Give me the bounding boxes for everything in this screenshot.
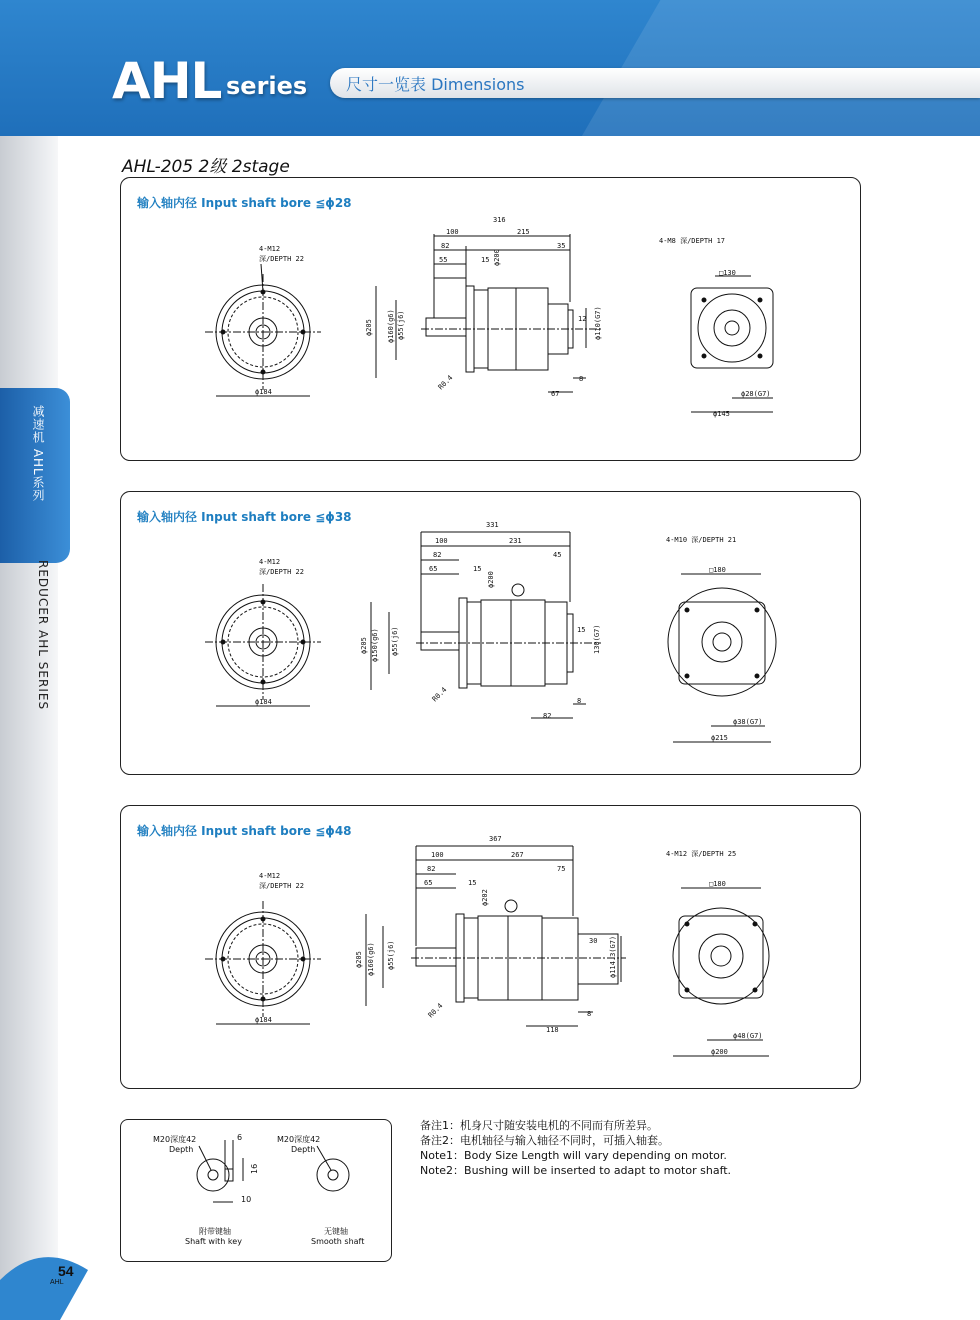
side-d35: 75 [557,865,566,873]
drawing-1 [121,178,862,462]
keyed-cn-label: 附带键轴 [199,1227,231,1236]
side-d82: 82 [441,242,450,250]
key-dim-10: 10 [241,1195,252,1204]
side-d55s: ϕ55(j6) [387,940,395,970]
front-dia: ϕ184 [255,388,272,396]
side-d8: 8 [579,375,584,383]
section-title: 尺寸一览表 Dimensions [346,75,525,94]
side-d200: ϕ202 [481,889,489,906]
side-d35: 35 [557,242,566,250]
side-d8: 8 [577,697,582,705]
shaft-type-panel [120,1119,392,1262]
side-d55: 65 [424,879,433,887]
side-overall: 331 [486,521,499,529]
rear-bore: ϕ48(G7) [733,1032,763,1040]
side-d200: ϕ200 [493,249,501,266]
side-d110: ϕ110(G7) [594,306,602,340]
smooth-top-label: M20深度42 [277,1135,321,1144]
side-d55s: ϕ55(j6) [397,310,405,340]
side-d160: ϕ160(g6) [367,942,375,976]
side-d82: 82 [433,551,442,559]
bore-label: 输入轴内径 Input shaft bore ≦ϕ38 [137,510,352,524]
brand-series: series [226,72,308,100]
side-d205: ϕ205 [355,951,363,968]
dimension-panel-1 [120,177,861,461]
sidebar-en-label: REDUCER AHL SERIES [36,560,50,711]
section-bar [330,68,980,98]
side-d100: 100 [435,537,448,545]
side-d55: 65 [429,565,438,573]
rear-thread: 4-M10 深/DEPTH 21 [666,536,737,544]
side-d67: 118 [546,1026,559,1034]
rear-bore: ϕ28(G7) [741,390,771,398]
side-d160: ϕ160(g6) [387,309,395,343]
drawing-2 [121,492,862,776]
dimension-panel-3 [120,805,861,1089]
notes [420,1118,731,1178]
drawing-3 [121,806,862,1090]
side-r: R0.4 [426,1001,445,1020]
note-line: Note2：Bushing will be inserted to adapt to motor shaft. [420,1164,732,1177]
page-number-badge [0,1250,90,1320]
key-dim-6: 6 [237,1133,243,1142]
side-d160: ϕ150(g6) [371,628,379,662]
side-d15: 15 [473,565,482,573]
page-label: AHL [50,1279,64,1286]
smooth-depth-label: Depth [291,1145,316,1154]
side-r: R0.4 [436,373,455,392]
side-r: R0.4 [430,685,449,704]
side-d15: 15 [468,879,477,887]
side-d15: 15 [481,256,490,264]
side-overall: 367 [489,835,502,843]
note-line: Note1：Body Size Length will vary depending on motor. [420,1149,727,1162]
side-d8: 8 [587,1010,592,1018]
rear-thread: 4-M8 深/DEPTH 17 [659,237,726,245]
front-thread: 4-M12 [259,245,281,253]
side-d215: 267 [511,851,524,859]
front-thread: 4-M12 [259,872,281,880]
side-d100: 100 [446,228,459,236]
side-d200: ϕ200 [487,571,495,588]
keyed-en-label: Shaft with key [185,1237,242,1246]
side-d35: 45 [553,551,562,559]
keyed-top-label: M20深度42 [153,1135,197,1144]
side-d67: 67 [551,390,560,398]
page-header [0,0,980,136]
front-dia: ϕ184 [255,1016,272,1024]
side-d55: 55 [439,256,448,264]
side-d110: ϕ114.3(G7) [609,935,617,978]
side-d55s: ϕ55(j6) [391,626,399,656]
model-title: AHL-205 2级 2stage [122,157,290,177]
front-depth: 深/DEPTH 22 [259,568,304,576]
side-d82: 82 [427,865,436,873]
page-number: 54 [58,1263,74,1279]
key-dim-16: 16 [250,1163,259,1174]
rear-square: □180 [709,566,726,574]
rear-bore: ϕ38(G7) [733,718,763,726]
bore-label: 输入轴内径 Input shaft bore ≦ϕ28 [137,196,352,210]
side-d110: 130(G7) [593,624,601,654]
side-d67: 82 [543,712,552,720]
note-line: 备注2：电机轴径与输入轴径不同时，可插入轴套。 [420,1134,669,1147]
side-overall: 316 [493,216,506,224]
smooth-en-label: Smooth shaft [311,1237,365,1246]
side-d215: 231 [509,537,522,545]
side-d215: 215 [517,228,530,236]
side-d12: 15 [577,626,586,634]
rear-dia: ϕ145 [713,410,730,418]
side-d100: 100 [431,851,444,859]
rear-dia: ϕ215 [711,734,728,742]
front-dia: ϕ184 [255,698,272,706]
keyed-depth-label: Depth [169,1145,194,1154]
front-depth: 深/DEPTH 22 [259,882,304,890]
brand-logo: AHL [112,52,222,110]
side-d12: 12 [578,315,587,323]
side-d205: ϕ205 [360,637,368,654]
side-d205: ϕ205 [365,319,373,336]
note-line: 备注1：机身尺寸随安装电机的不同而有所差异。 [420,1119,658,1132]
sidebar [0,136,58,1320]
rear-square: □130 [719,269,736,277]
rear-square: □180 [709,880,726,888]
bore-label: 输入轴内径 Input shaft bore ≦ϕ48 [137,824,352,838]
side-d12: 30 [589,937,598,945]
sidebar-cn-label: 减速机 AHL系列 [31,405,45,502]
rear-thread: 4-M12 深/DEPTH 25 [666,850,737,858]
front-depth: 深/DEPTH 22 [259,255,304,263]
dimension-panel-2 [120,491,861,775]
rear-dia: ϕ200 [711,1048,728,1056]
front-thread: 4-M12 [259,558,281,566]
smooth-cn-label: 无键轴 [324,1227,348,1236]
shaft-type-drawing [121,1120,393,1263]
